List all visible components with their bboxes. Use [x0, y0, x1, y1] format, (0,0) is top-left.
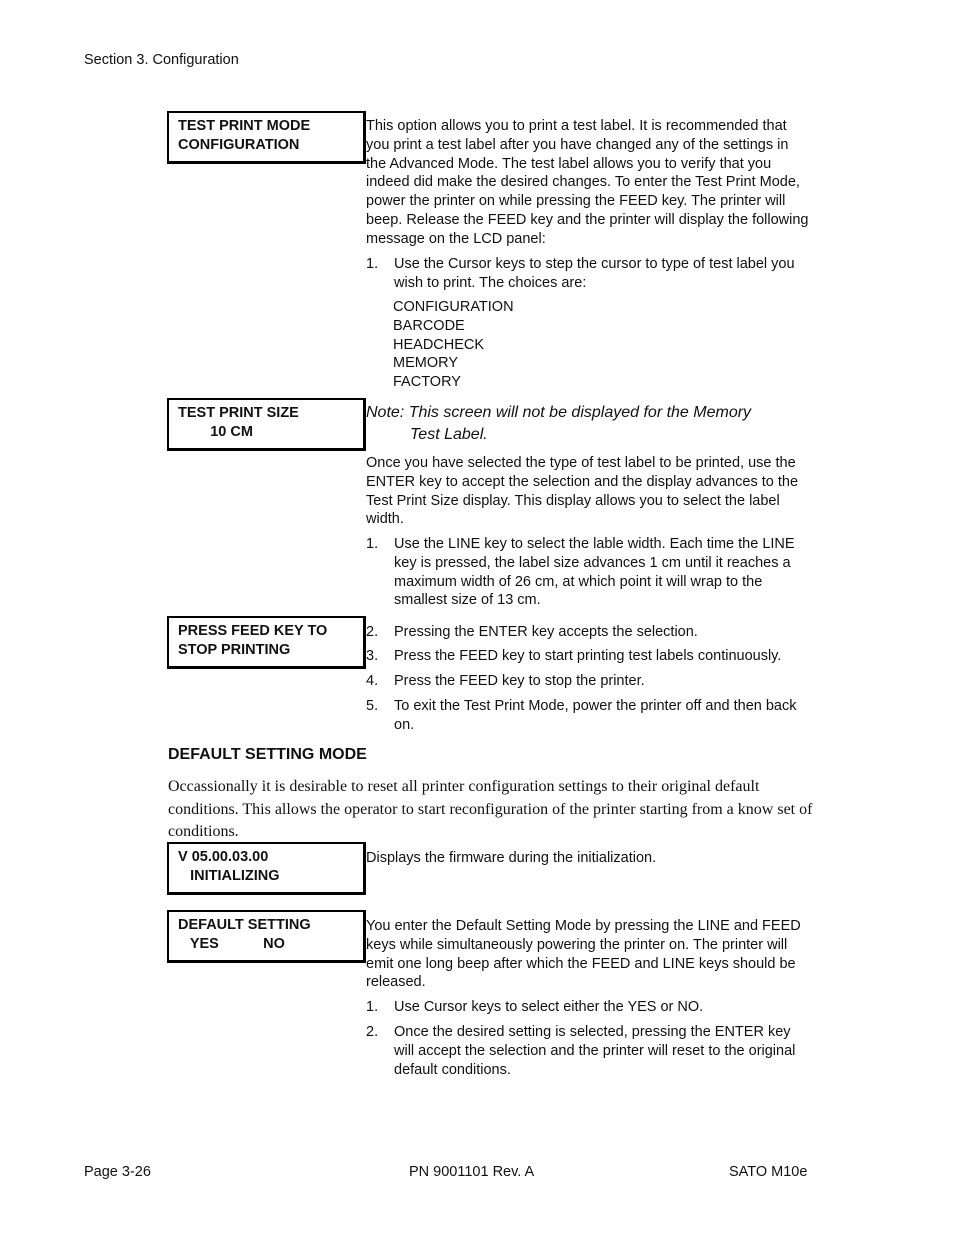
- section-header: Section 3. Configuration: [84, 52, 239, 68]
- choice-item: CONFIGURATION: [393, 299, 514, 315]
- choice-item: MEMORY: [393, 355, 458, 372]
- list-text: Use the LINE key to select the lable width. Each time the LINE key is pressed, the label size advances 1 cm until it reaches a maximum width of 26 cm, at which point it will wrap to the smallest size of 13 cm.: [394, 536, 795, 609]
- lcd-line: CONFIGURATION: [178, 137, 300, 153]
- footer-part-number: PN 9001101 Rev. A: [409, 1164, 535, 1180]
- list-text: Once the desired setting is selected, pressing the ENTER key will accept the selection and the printer will reset to the original default conditions.: [394, 1024, 796, 1078]
- choice-item: HEADCHECK: [393, 336, 485, 353]
- lcd-default-setting: [167, 910, 366, 963]
- lcd-line: YES NO: [178, 936, 285, 952]
- footer-model: SATO M10e: [729, 1164, 808, 1180]
- list-number: 1.: [366, 999, 379, 1015]
- lcd-test-print-mode: [167, 111, 366, 164]
- list-text: To exit the Test Print Mode, power the printer off and then back on.: [394, 698, 797, 733]
- list-item: [366, 255, 811, 293]
- lcd-line: TEST PRINT MODE: [178, 118, 311, 134]
- list-number: 3.: [366, 648, 379, 664]
- choice-item: FACTORY: [393, 374, 461, 391]
- default-setting-para: You enter the Default Setting Mode by pressing the LINE and FEED keys while simultaneously powering the printer on. The printer will emit one long beep after which the FEED and LINE keys should be released.: [366, 918, 801, 991]
- test-print-mode-intro: This option allows you to print a test label. It is recommended that you print a test label after you have changed any of the settings in the Advanced Mode. The test label allows you to verify that you indeed did make the desired changes. To enter the Test Print Mode, power the printer on while pressing the FEED key. The printer will beep. Release the FEED key and the printer will display the following message on the LCD panel:: [366, 118, 809, 247]
- init-description: Displays the firmware during the initialization.: [366, 850, 657, 866]
- lcd-line: TEST PRINT SIZE: [178, 405, 299, 421]
- list-item: [366, 697, 811, 735]
- list-item: [366, 535, 811, 610]
- list-item: [366, 998, 811, 1017]
- default-setting-intro: Occassionally it is desirable to reset all printer configuration settings to their original default conditions. This allows the operator to start reconfiguration of the printer starting from a know set of conditions.: [168, 778, 813, 840]
- lcd-line: STOP PRINTING: [178, 642, 291, 658]
- list-number: 2.: [366, 1024, 379, 1040]
- lcd-press-feed: [167, 616, 366, 669]
- lcd-line: DEFAULT SETTING: [178, 917, 311, 933]
- note-line: Test Label.: [410, 426, 488, 443]
- lcd-test-print-size: [167, 398, 366, 451]
- note-line: Note: This screen will not be displayed for the Memory: [366, 404, 752, 421]
- lcd-line: INITIALIZING: [178, 868, 280, 884]
- lcd-line: 10 CM: [178, 424, 253, 440]
- footer-page-number: Page 3-26: [84, 1164, 151, 1180]
- lcd-line: PRESS FEED KEY TO: [178, 623, 328, 639]
- list-number: 1.: [366, 536, 379, 552]
- list-item: [366, 672, 811, 691]
- list-text: Press the FEED key to start printing test labels continuously.: [394, 648, 782, 664]
- list-number: 1.: [366, 256, 379, 272]
- lcd-line: V 05.00.03.00: [178, 849, 269, 865]
- list-item: [366, 623, 811, 642]
- list-text: Press the FEED key to stop the printer.: [394, 673, 645, 689]
- test-print-size-para: Once you have selected the type of test label to be printed, use the ENTER key to accept the selection and the display advances to the Test Print Size display. This display allows you to select the label width.: [366, 455, 799, 528]
- list-number: 4.: [366, 673, 379, 689]
- list-text: Use the Cursor keys to step the cursor to type of test label you wish to print. The choices are:: [394, 256, 795, 291]
- list-text: Use Cursor keys to select either the YES or NO.: [394, 999, 704, 1015]
- list-number: 5.: [366, 698, 379, 714]
- test-label-choices: [393, 298, 514, 392]
- list-item: [366, 1023, 811, 1079]
- section-heading: DEFAULT SETTING MODE: [168, 746, 367, 763]
- lcd-initializing: [167, 842, 366, 895]
- memory-note: [366, 402, 811, 446]
- choice-item: BARCODE: [393, 317, 465, 334]
- list-text: Pressing the ENTER key accepts the selection.: [394, 624, 698, 640]
- list-number: 2.: [366, 624, 379, 640]
- list-item: [366, 647, 811, 666]
